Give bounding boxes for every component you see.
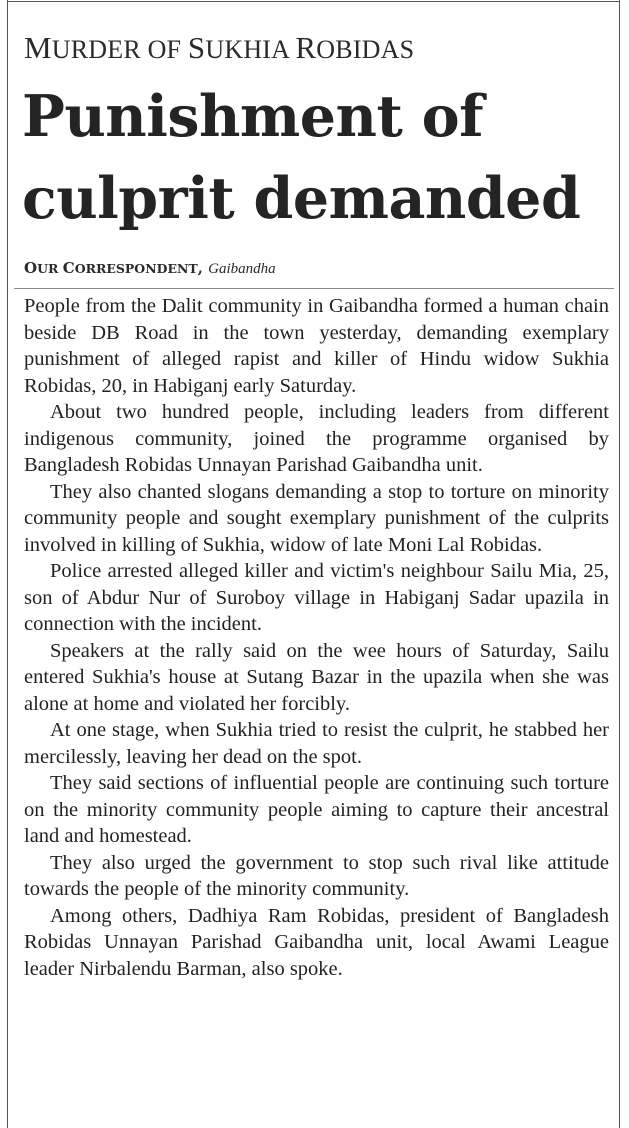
paragraph: Among others, Dadhiya Ram Robidas, president of Bangladesh Robidas Unnayan Parishad Gaibandha unit, local Awami League leader Nirbalendu Barman, also spoke. <box>24 904 609 980</box>
paragraph: They also urged the government to stop such rival like attitude towards the people of the minority community. <box>24 851 609 900</box>
byline-text: ORRESPONDENT <box>74 261 198 276</box>
kicker-text: UKHIA <box>205 35 296 64</box>
byline-cap: O <box>24 259 38 277</box>
headline-line-2: culprit demanded <box>22 165 581 232</box>
byline-divider <box>14 288 614 289</box>
paragraph: They said sections of influential people are continuing such torture on the minority community people aiming to capture their ancestral land and homestead. <box>24 772 609 847</box>
byline-cap: C <box>62 259 75 277</box>
byline-location: Gaibandha <box>208 261 276 277</box>
paragraph: At one stage, when Sukhia tried to resist the culprit, he stabbed her mercilessly, leaving her dead on the spot. <box>24 719 609 768</box>
paragraph: Speakers at the rally said on the wee hours of Saturday, Sailu entered Sukhia's house at Sutang Bazar in the upazila when she was alone at home and violated her forcibly. <box>24 639 609 715</box>
kicker-text: OBIDAS <box>316 35 415 64</box>
byline-text: UR <box>37 261 63 276</box>
kicker-cap: M <box>24 30 52 65</box>
article-kicker <box>24 30 414 66</box>
byline-author <box>24 259 208 277</box>
paragraph: Police arrested alleged killer and victim's neighbour Sailu Mia, 25, son of Abdur Nur of Suroboy village in Habiganj Sadar upazila in connection with the incident. <box>24 560 609 635</box>
paragraph: People from the Dalit community in Gaibandha formed a human chain beside DB Road in the town yesterday, demanding exemplary punishment of alleged rapist and killer of Hindu widow Sukhia Robidas, 20, in Habiganj early Saturday. <box>24 295 609 397</box>
paragraph: They also chanted slogans demanding a stop to torture on minority community people and sought exemplary punishment of the culprits involved in killing of Sukhia, widow of late Moni Lal Robidas. <box>24 480 609 556</box>
paragraph: About two hundred people, including leaders from different indigenous community, joined the programme organised by Bangladesh Robidas Unnayan Parishad Gaibandha unit. <box>24 401 609 476</box>
kicker-text: URDER OF <box>51 35 188 64</box>
kicker-cap: R <box>295 30 317 65</box>
byline <box>24 259 276 278</box>
headline-line-1: Punishment of <box>22 83 484 150</box>
kicker-cap: S <box>187 30 206 65</box>
byline-separator: , <box>197 259 209 277</box>
article-headline <box>22 76 580 240</box>
article-body <box>24 293 609 982</box>
